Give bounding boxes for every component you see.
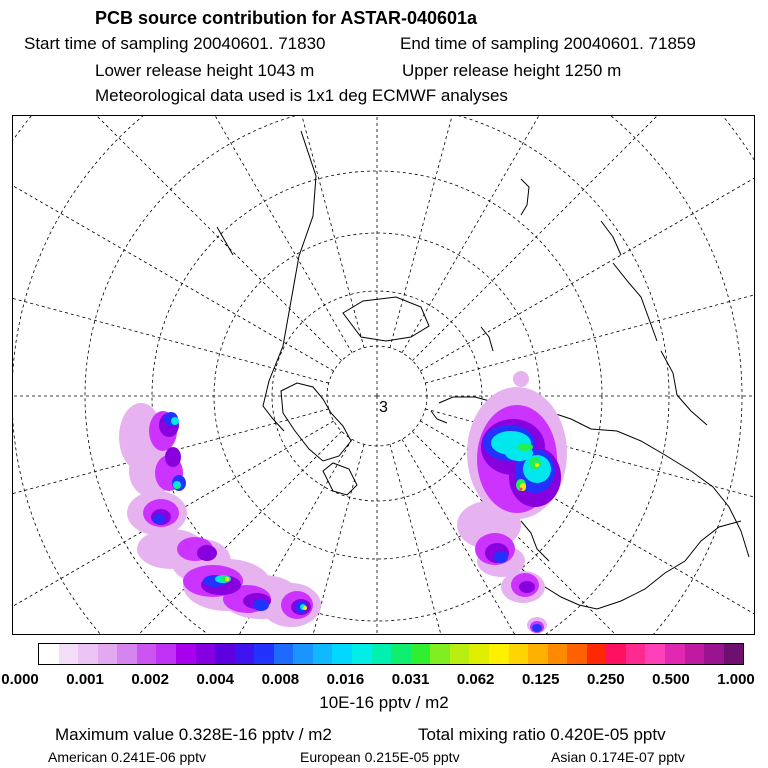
colorbar-segment [313,644,333,664]
colorbar-segment [156,644,176,664]
concentration-blob [520,488,523,491]
coastline [613,263,657,341]
concentration-blob [165,447,181,467]
colorbar-tick-label: 0.062 [456,671,495,688]
coastline [481,327,493,351]
concentration-blob [225,577,229,581]
colorbar-segment [98,644,118,664]
concentration-blob [529,457,541,469]
colorbar-tick-label: 0.125 [521,671,560,688]
lower-release-height-label: Lower release height 1043 m [95,61,315,80]
colorbar-segment [137,644,157,664]
coastline [281,383,351,461]
colorbar-segment [567,644,587,664]
concentration-blob [513,371,529,387]
concentration-blob [175,485,179,489]
colorbar-segment [196,644,216,664]
pole-label: 3 [379,399,388,416]
colorbar-segment [274,644,294,664]
colorbar-segment [645,644,665,664]
colorbar-tick-label: 0.008 [261,671,300,688]
colorbar-unit-label: 10E-16 pptv / m2 [319,693,449,712]
colorbar-segment [39,644,59,664]
colorbar-segment [528,644,548,664]
coastline [323,463,357,495]
colorbar-segment [293,644,313,664]
meridian-line [27,116,352,353]
meridian-line [13,116,342,361]
colorbar-tick-label: 0.500 [652,671,690,688]
colorbar-segment [332,644,352,664]
colorbar-segment [450,644,470,664]
concentration-blob [303,606,307,610]
colorbar-segment [176,644,196,664]
colorbar-segment [254,644,274,664]
meridian-line [402,116,727,353]
meridian-line [13,215,329,383]
colorbar-segment [215,644,235,664]
max-value-label: Maximum value 0.328E-16 pptv / m2 [55,725,332,744]
colorbar-segment [509,644,529,664]
map-frame [12,115,755,635]
map-title: PCB source contribution for ASTAR-040601a [95,8,478,28]
coastline [343,297,429,341]
american-contribution-label: American 0.241E-06 pptv [48,749,206,765]
colorbar-segment [469,644,489,664]
concentration-blob [153,514,165,524]
colorbar-segment [489,644,509,664]
colorbar-segment [626,644,646,664]
colorbar-segment [685,644,705,664]
end-time-label: End time of sampling 20040601. 71859 [400,34,696,53]
polar-map [13,116,755,635]
graticule [13,116,755,635]
concentration-blob [197,545,217,561]
meridian-line [196,116,364,348]
upper-release-height-label: Upper release height 1250 m [402,61,622,80]
concentration-blob [253,599,269,611]
coastline [661,351,707,425]
colorbar-tick-label: 1.000 [717,671,755,688]
concentration-blob [494,551,508,563]
concentration-blob [517,443,533,451]
colorbar-segment [587,644,607,664]
colorbar-segment [724,644,744,664]
european-contribution-label: European 0.215E-05 pptv [300,749,460,765]
concentration-blob [171,417,179,425]
colorbar-tick-label: 0.001 [66,671,104,688]
colorbar-segment [665,644,685,664]
concentration-blob [519,581,535,593]
colorbar-segment [59,644,79,664]
colorbar-tick-label: 0.016 [326,671,365,688]
asian-contribution-label: Asian 0.174E-07 pptv [551,749,685,765]
concentration-field [119,371,567,633]
colorbar-segment [391,644,411,664]
meridian-line [390,116,558,348]
colorbar-tick-label: 0.004 [196,671,235,688]
meridian-line [412,116,755,361]
meridian-line [420,116,755,371]
colorbar-segment [78,644,98,664]
colorbar-segment [352,644,372,664]
colorbar-segment [372,644,392,664]
colorbar [38,643,744,665]
concentration-blob [532,624,542,632]
coastline [521,521,549,561]
colorbar-segment [430,644,450,664]
coastline [217,227,233,255]
colorbar-segment [235,644,255,664]
colorbar-segment [411,644,431,664]
colorbar-segment [548,644,568,664]
colorbar-tick-label: 0.250 [587,671,625,688]
coastline [601,221,621,255]
colorbar-segment [704,644,724,664]
colorbar-segment [117,644,137,664]
colorbar-tick-label: 0.000 [1,671,39,688]
total-mixing-ratio-label: Total mixing ratio 0.420E-05 pptv [418,725,666,744]
latitude-circle [13,116,742,635]
colorbar-tick-label: 0.031 [391,671,430,688]
colorbar-tick-label: 0.002 [131,671,169,688]
met-data-label: Meteorological data used is 1x1 deg ECMWF analyses [95,86,508,105]
latitude-circle [13,116,755,635]
start-time-label: Start time of sampling 20040601. 71830 [24,34,326,53]
colorbar-segment [606,644,626,664]
concentration-blob [535,463,539,467]
coastline [521,179,529,215]
